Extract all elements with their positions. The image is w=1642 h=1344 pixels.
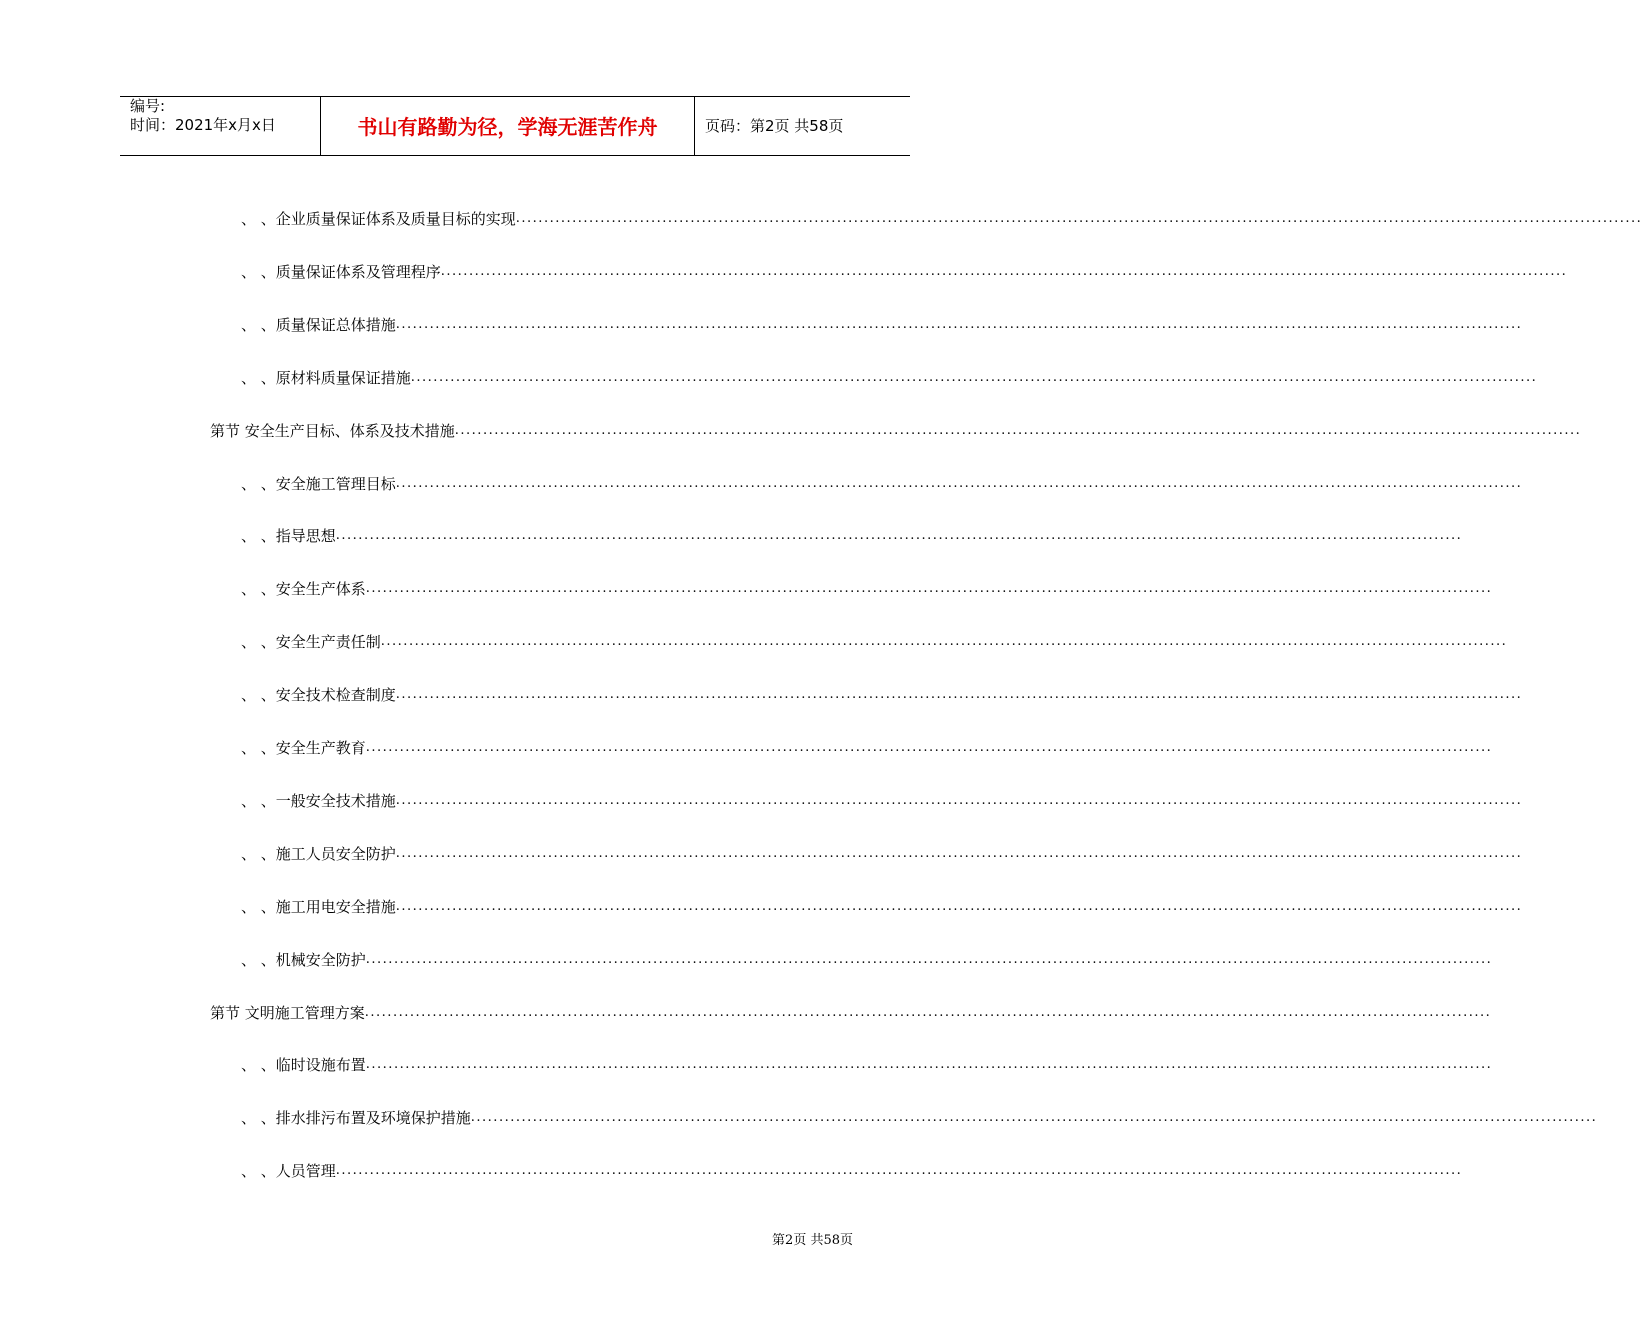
toc-entry-label: 、 、施工人员安全防护 <box>241 845 396 863</box>
toc-entry-label: 、 、质量保证总体措施 <box>241 316 396 334</box>
toc-entry <box>241 1108 1598 1128</box>
toc-dot-leader: ........................................................................................................................................................................................................ <box>395 899 1523 914</box>
header-motto-cell <box>321 97 695 155</box>
toc-dot-leader: ........................................................................................................................................................................................................ <box>365 581 1493 596</box>
toc-dot-leader: ........................................................................................................................................................................................................ <box>365 740 1493 755</box>
header-page-number: 页码：第2页 共58页 <box>705 117 844 135</box>
toc-dot-leader: ........................................................................................................................................................................................................ <box>364 1005 1492 1020</box>
toc-entry <box>241 738 1493 758</box>
toc-entry <box>241 791 1523 811</box>
toc-entry <box>241 315 1523 335</box>
toc-dot-leader: ........................................................................................................................................................................................................ <box>380 634 1508 649</box>
toc-section-entry <box>210 421 1582 441</box>
toc-dot-leader: ........................................................................................................................................................................................................ <box>470 1110 1598 1125</box>
toc-entry <box>241 1055 1493 1075</box>
toc-entry-label: 、 、排水排污布置及环境保护措施 <box>241 1109 471 1127</box>
toc-dot-leader: ........................................................................................................................................................................................................ <box>395 317 1523 332</box>
toc-dot-leader: ........................................................................................................................................................................................................ <box>335 528 1463 543</box>
header-page-cell <box>695 97 910 155</box>
toc-dot-leader: ........................................................................................................................................................................................................ <box>454 423 1582 438</box>
toc-entry-label: 、 、机械安全防护 <box>241 951 366 969</box>
toc-entry <box>241 209 1642 229</box>
toc-entry <box>241 844 1523 864</box>
toc-entry <box>241 474 1523 494</box>
toc-entry <box>241 262 1568 282</box>
toc-entry <box>241 526 1463 546</box>
toc-section-entry <box>210 1003 1492 1023</box>
serial-number-label: 编号: <box>130 97 166 115</box>
toc-entry-label: 、 、安全生产教育 <box>241 739 366 757</box>
document-header <box>120 96 910 156</box>
toc-entry-label: 第节 安全生产目标、体系及技术措施 <box>210 422 455 440</box>
toc-entry <box>241 950 1493 970</box>
toc-dot-leader: ........................................................................................................................................................................................................ <box>515 211 1642 226</box>
toc-entry-label: 、 、施工用电安全措施 <box>241 898 396 916</box>
toc-entry-label: 、 、企业质量保证体系及质量目标的实现 <box>241 210 516 228</box>
toc-dot-leader: ........................................................................................................................................................................................................ <box>365 952 1493 967</box>
toc-entry-label: 、 、安全生产责任制 <box>241 633 381 651</box>
toc-dot-leader: ........................................................................................................................................................................................................ <box>365 1057 1493 1072</box>
toc-entry-label: 、 、指导思想 <box>241 527 336 545</box>
toc-dot-leader: ........................................................................................................................................................................................................ <box>395 846 1523 861</box>
toc-dot-leader: ........................................................................................................................................................................................................ <box>440 264 1568 279</box>
toc-entry-label: 、 、临时设施布置 <box>241 1056 366 1074</box>
footer-page-number: 第2页 共58页 <box>772 1233 853 1248</box>
toc-entry <box>241 1161 1463 1181</box>
toc-entry-label: 、 、安全生产体系 <box>241 580 366 598</box>
toc-entry <box>241 897 1523 917</box>
toc-entry-label: 、 、安全施工管理目标 <box>241 475 396 493</box>
toc-entry-label: 、 、安全技术检查制度 <box>241 686 396 704</box>
date-label: 时间：2021年x月x日 <box>130 116 276 134</box>
toc-entry-label: 、 、人员管理 <box>241 1162 336 1180</box>
header-info-cell <box>120 97 321 155</box>
toc-entry <box>241 632 1508 652</box>
toc-entry-label: 、 、一般安全技术措施 <box>241 792 396 810</box>
toc-dot-leader: ........................................................................................................................................................................................................ <box>395 476 1523 491</box>
toc-entry <box>241 685 1523 705</box>
toc-entry <box>241 368 1538 388</box>
toc-entry-label: 、 、质量保证体系及管理程序 <box>241 263 441 281</box>
toc-entry-label: 、 、原材料质量保证措施 <box>241 369 411 387</box>
toc-dot-leader: ........................................................................................................................................................................................................ <box>410 370 1538 385</box>
toc-entry-label: 第节 文明施工管理方案 <box>210 1004 365 1022</box>
toc-dot-leader: ........................................................................................................................................................................................................ <box>335 1163 1463 1178</box>
motto-text: 书山有路勤为径，学海无涯苦作舟 <box>357 115 658 139</box>
toc-dot-leader: ........................................................................................................................................................................................................ <box>395 793 1523 808</box>
toc-dot-leader: ........................................................................................................................................................................................................ <box>395 687 1523 702</box>
toc-entry <box>241 579 1493 599</box>
